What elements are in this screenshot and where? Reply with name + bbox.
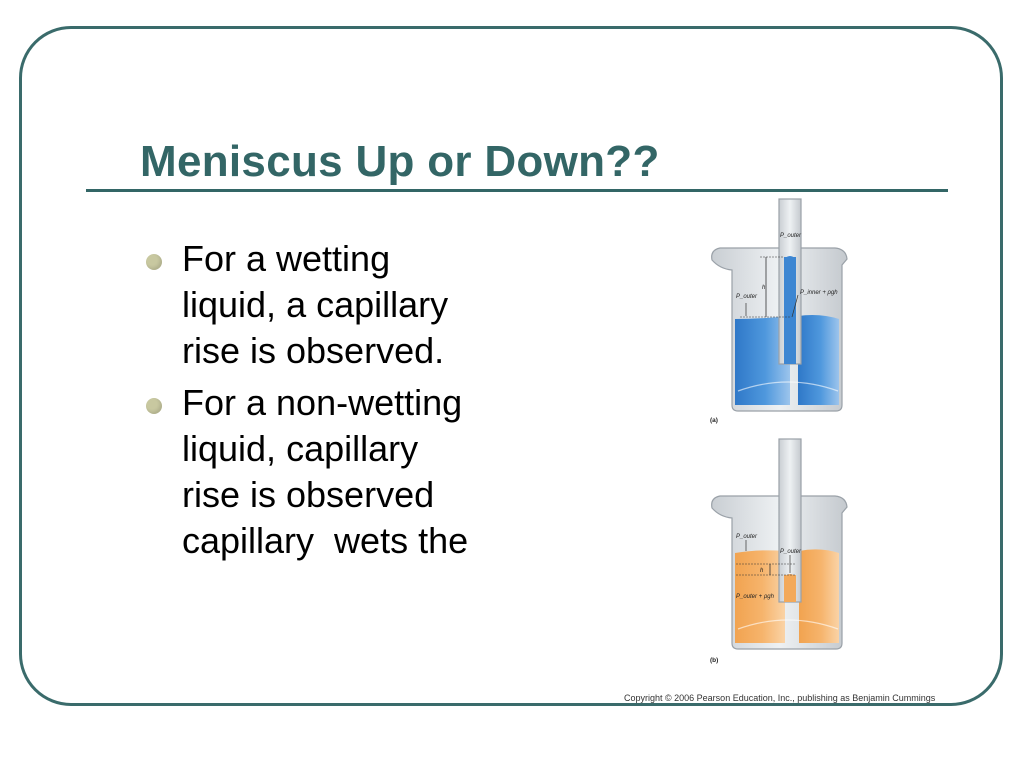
bullet-line: rise is observed. <box>182 330 445 371</box>
bullet-line: rise is observed <box>182 474 435 515</box>
capillary-diagram <box>700 195 860 670</box>
panel-b <box>710 439 847 664</box>
label-p-outer-tube-b: P_outer <box>780 549 802 555</box>
panel-a-label: (a) <box>710 417 718 424</box>
bullet-dot-icon <box>146 254 162 270</box>
bullet-line: For a wetting <box>182 238 391 279</box>
liquid-a-right <box>798 315 839 405</box>
bullet-item-wetting <box>140 236 560 374</box>
bullet-item-non-wetting <box>140 380 560 564</box>
label-h-b: h <box>760 568 764 574</box>
bullet-line: capillary wets the <box>182 520 469 561</box>
label-p-outer-left-b: P_outer <box>736 534 758 540</box>
tube-a-liquid <box>784 257 796 364</box>
label-p-bottom-b: P_outer + ρgh <box>736 594 774 600</box>
bullet-line: For a non-wetting <box>182 382 463 423</box>
slide-title: Meniscus Up or Down?? <box>140 137 660 186</box>
panel-b-label: (b) <box>710 657 719 664</box>
tube-b-liquid <box>784 575 796 602</box>
label-p-inner-a: P_inner + ρgh <box>800 290 838 296</box>
bullet-list <box>140 236 560 570</box>
copyright-notice: Copyright © 2006 Pearson Education, Inc., publishing as Benjamin Cummings <box>624 693 936 703</box>
label-p-outer-tube-a: P_outer <box>780 233 802 239</box>
label-h-a: h <box>762 285 766 291</box>
bullet-dot-icon <box>146 398 162 414</box>
label-p-outer-left-a: P_outer <box>736 294 758 300</box>
bullet-line: liquid, a capillary <box>182 284 449 325</box>
panel-a <box>710 199 847 424</box>
bullet-line: liquid, capillary <box>182 428 419 469</box>
title-underline <box>86 189 948 192</box>
liquid-b-right <box>799 549 839 643</box>
